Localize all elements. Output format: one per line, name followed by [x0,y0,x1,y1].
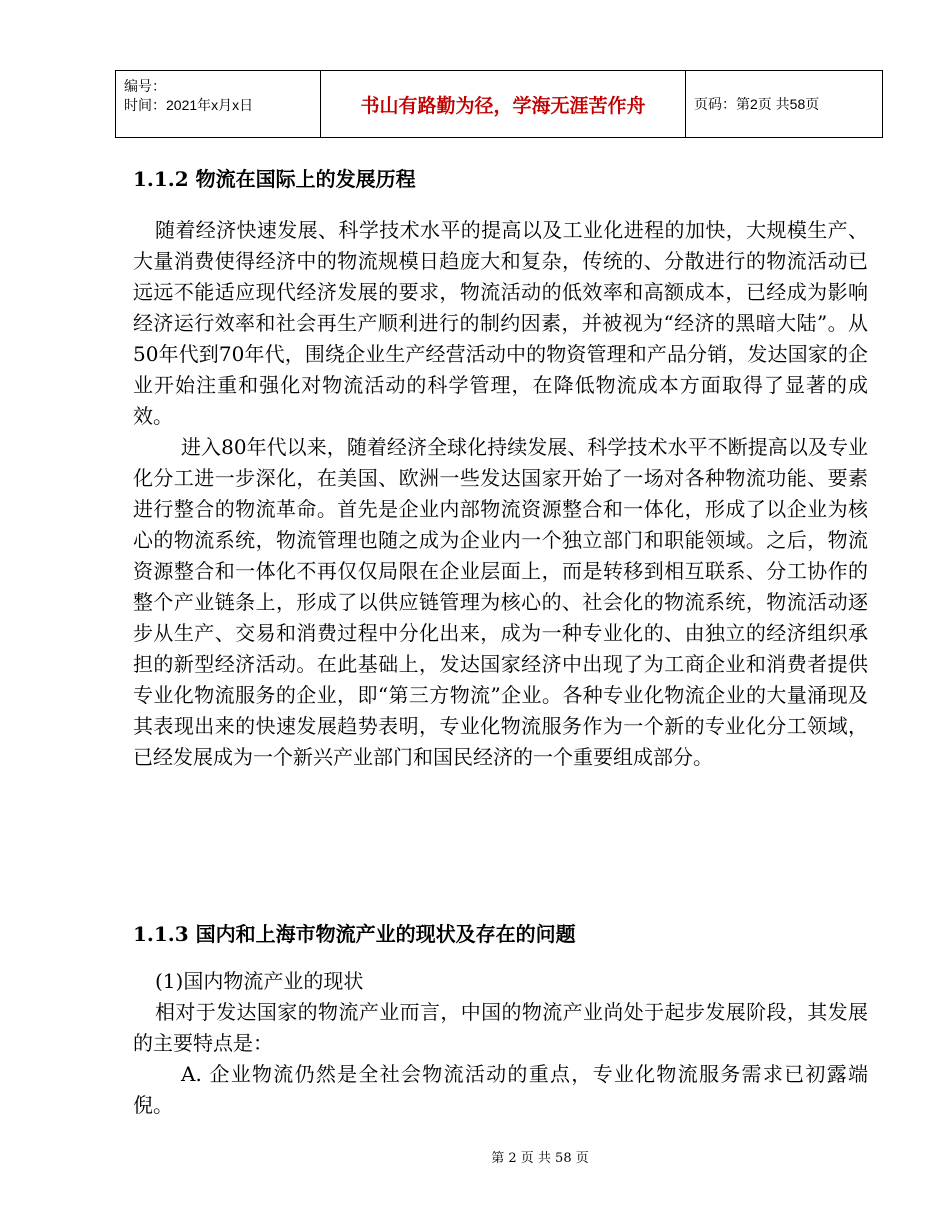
page-info: 页码：第2页 共58页 [686,71,883,138]
section-1-1-2-body [133,215,868,773]
time-label: 时间：2021年x月x日 [124,97,254,113]
section-1-1-3-body [133,966,868,1121]
paragraph-4: A. 企业物流仍然是全社会物流活动的重点，专业化物流服务需求已初露端倪。 [133,1062,868,1117]
header-left-cell [116,71,321,138]
number-label: 编号： [124,78,166,94]
page-footer: 第 2 页 共 58 页 [491,1151,589,1166]
subheading-domestic-status: (1)国内物流产业的现状 [155,969,364,993]
motto: 书山有路勤为径，学海无涯苦作舟 [321,71,686,138]
paragraph-3: 相对于发达国家的物流产业而言，中国的物流产业尚处于起步发展阶段，其发展的主要特点是： [133,1000,868,1055]
section-1-1-2-title: 1.1.2 物流在国际上的发展历程 [133,167,416,191]
paragraph-1: 随着经济快速发展、科学技术水平的提高以及工业化进程的加快，大规模生产、大量消费使得经济中的物流规模日趋庞大和复杂，传统的、分散进行的物流活动已远远不能适应现代经济发展的要求，物流活动的低效率和高额成本，已经成为影响经济运行效率和社会再生产顺利进行的制约因素，并被视为“经济的黑暗大陆”。从50年代到70年代，围绕企业生产经营活动中的物资管理和产品分销，发达国家的企业开始注重和强化对物流活动的科学管理，在降低物流成本方面取得了显著的成效。 [133,218,868,428]
paragraph-2: 进入80年代以来，随着经济全球化持续发展、科学技术水平不断提高以及专业化分工进一步深化，在美国、欧洲一些发达国家开始了一场对各种物流功能、要素进行整合的物流革命。首先是企业内部物流资源整合和一体化，形成了以企业为核心的物流系统，物流管理也随之成为企业内一个独立部门和职能领域。之后，物流资源整合和一体化不再仅仅局限在企业层面上，而是转移到相互联系、分工协作的整个产业链条上，形成了以供应链管理为核心的、社会化的物流系统，物流活动逐步从生产、交易和消费过程中分化出来，成为一种专业化的、由独立的经济组织承担的新型经济活动。在此基础上，发达国家经济中出现了为工商企业和消费者提供专业化物流服务的企业，即“第三方物流”企业。各种专业化物流企业的大量涌现及其表现出来的快速发展趋势表明，专业化物流服务作为一个新的专业化分工领域，已经发展成为一个新兴产业部门和国民经济的一个重要组成部分。 [133,435,868,769]
section-1-1-3-title: 1.1.3 国内和上海市物流产业的现状及存在的问题 [133,922,576,946]
header-table [115,70,883,138]
